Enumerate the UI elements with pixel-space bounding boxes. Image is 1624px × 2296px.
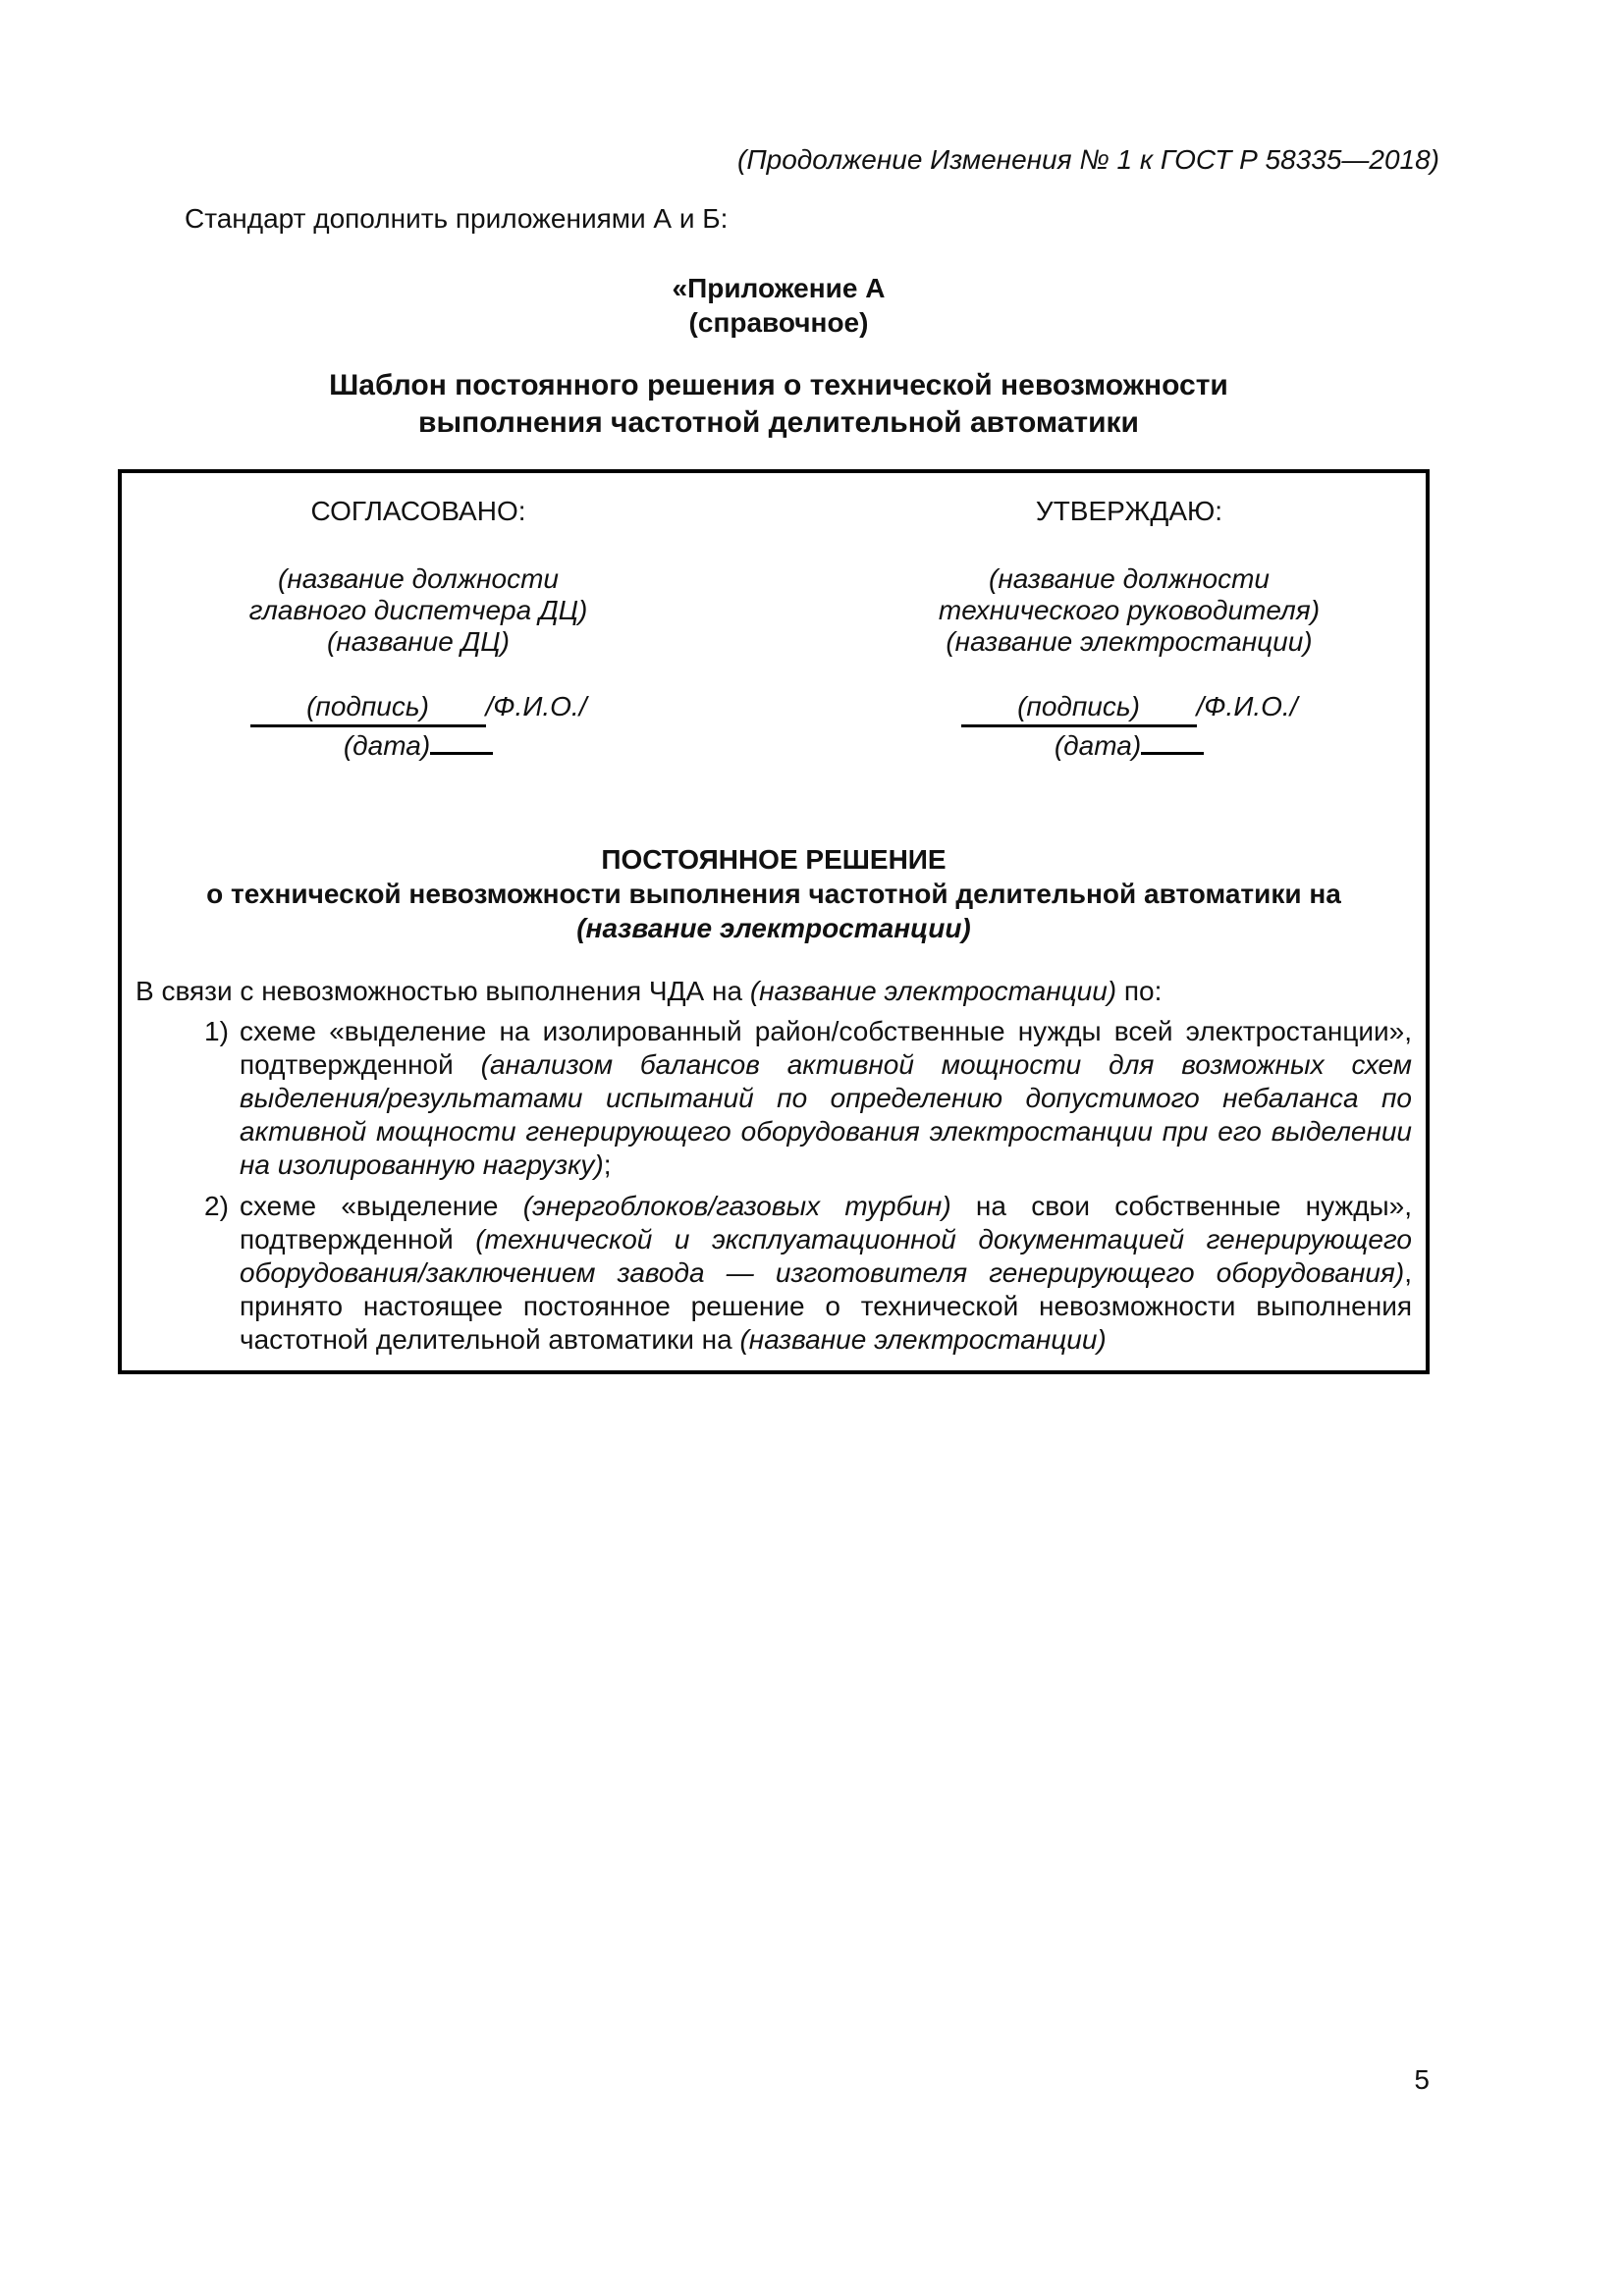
agreed-line-3: (название ДЦ) [326, 626, 510, 657]
decision-heading [122, 842, 1426, 945]
standard-amendment-line: Стандарт дополнить приложениями А и Б: [185, 203, 729, 234]
template-title [118, 367, 1439, 442]
list-item-1-number: 1) [204, 1016, 229, 1046]
signature-label: (подпись) [1017, 691, 1140, 721]
intro-italic-placeholder: (название электростанции) [749, 976, 1117, 1006]
item-2-segment-2: (энергоблоков/газовых турбин) [522, 1191, 951, 1221]
approved-line-1: (название должности [989, 563, 1270, 594]
appendix-label: «Приложение А [672, 273, 886, 303]
item-2-segment-6: (название электростанции) [739, 1324, 1107, 1355]
agreed-column [157, 497, 679, 764]
item-2-segment-4: (технической и эксплуатационной документацией генерирующего оборудования/заключением завода — изготовителя генерирующего оборудования) [240, 1224, 1412, 1288]
approved-signature-line [868, 689, 1390, 727]
agreed-line-1: (название должности [278, 563, 559, 594]
agreed-line-2: главного диспетчера ДЦ) [248, 595, 588, 625]
template-title-line-1: Шаблон постоянного решения о технической невозможности [329, 369, 1228, 401]
item-1-segment-1: схеме «выделение на изолированный район/собственные нужды всей электростанции», подтвержденной [240, 1016, 1412, 1080]
item-2-segment-5: , принято настоящее постоянное решение о технической невозможности выполнения частотной делительной автоматики на [240, 1257, 1412, 1355]
decision-form-box [118, 469, 1430, 1374]
appendix-type: (справочное) [688, 307, 869, 338]
list-item-2 [122, 1190, 1426, 1357]
signature-row [122, 473, 1426, 764]
item-1-segment-3: ; [603, 1149, 612, 1180]
signature-name-label: /Ф.И.О./ [1196, 691, 1298, 721]
signature-label: (подпись) [306, 691, 429, 721]
decision-subtitle-italic: (название электростанции) [576, 913, 971, 943]
date-label: (дата) [343, 730, 431, 761]
page-content [118, 0, 1439, 1374]
approved-heading: УТВЕРЖДАЮ: [1035, 496, 1223, 526]
list-item-1 [122, 1015, 1426, 1182]
continuation-note: (Продолжение Изменения № 1 к ГОСТ Р 58335—2018) [737, 144, 1439, 175]
date-label: (дата) [1054, 730, 1142, 761]
approved-position-lines [868, 563, 1390, 658]
agreed-heading: СОГЛАСОВАНО: [310, 496, 526, 526]
date-blank-line [430, 727, 493, 755]
approved-date-line [868, 727, 1390, 764]
template-title-line-2: выполнения частотной делительной автоматики [418, 406, 1139, 439]
decision-title: ПОСТОЯННОЕ РЕШЕНИЕ [601, 844, 947, 875]
decision-intro-paragraph [122, 975, 1426, 1007]
date-blank-line [1141, 727, 1204, 755]
intro-text-after: по: [1116, 976, 1163, 1006]
approved-column [868, 497, 1390, 764]
intro-text-before: В связи с невозможностью выполнения ЧДА на [135, 976, 750, 1006]
signature-blank-line [961, 689, 1197, 727]
page-number: 5 [1414, 2064, 1430, 2095]
agreed-position-lines [157, 563, 679, 658]
approved-line-2: технического руководителя) [938, 595, 1321, 625]
agreed-date-line [157, 727, 679, 764]
approved-line-3: (название электростанции) [946, 626, 1313, 657]
item-1-segment-2: (анализом балансов активной мощности для возможных схем выделения/результатами испытаний по определению допустимого небаланса по активной мощности генерирующего оборудования электростанции при его выделении на изолированную нагрузку) [240, 1049, 1412, 1180]
appendix-heading [118, 271, 1439, 340]
signature-name-label: /Ф.И.О./ [485, 691, 587, 721]
list-item-1-text [240, 1015, 1412, 1182]
signature-blank-line [250, 689, 486, 727]
list-item-2-text [240, 1190, 1412, 1357]
decision-subtitle: о технической невозможности выполнения частотной делительной автоматики на [206, 879, 1341, 909]
item-2-segment-3: на свои собственные нужды», подтвержденной [240, 1191, 1413, 1255]
agreed-signature-line [157, 689, 679, 727]
list-item-2-number: 2) [204, 1191, 229, 1221]
item-2-segment-1: схеме «выделение [240, 1191, 523, 1221]
